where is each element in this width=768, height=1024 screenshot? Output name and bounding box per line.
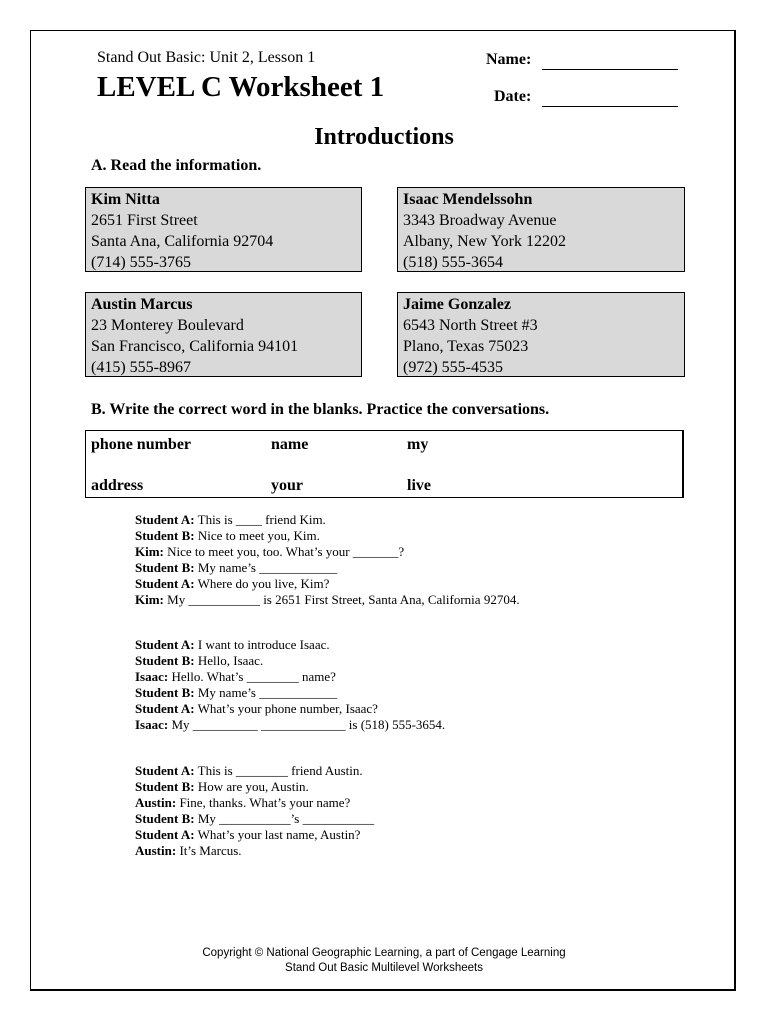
contact-name: Isaac Mendelssohn [403,191,533,208]
dialog-line: Student B: Nice to meet you, Kim. [135,528,320,544]
date-blank[interactable] [542,106,678,107]
contact-card [85,187,362,272]
word-bank-item: my [407,436,429,453]
word-bank [85,430,684,498]
lesson-label: Stand Out Basic: Unit 2, Lesson 1 [97,49,316,66]
name-label: Name: [486,51,532,68]
contact-name: Austin Marcus [91,296,193,313]
dialog-block [135,763,374,860]
dialog-line: Isaac: My __________ _____________ is (518) 555-3654. [135,717,446,733]
dialog-line: Austin: Fine, thanks. What’s your name? [135,795,351,811]
dialog-line: Isaac: Hello. What’s ________ name? [135,669,336,685]
contact-street: 23 Monterey Boulevard [91,317,244,334]
date-label: Date: [494,88,532,105]
dialog-line: Student A: What’s your phone number, Isaac? [135,701,378,717]
contact-street: 3343 Broadway Avenue [403,212,557,229]
contact-city: Santa Ana, California 92704 [91,233,274,250]
word-bank-item: name [271,436,309,453]
contact-phone: (972) 555-4535 [403,359,503,376]
contact-phone: (415) 555-8967 [91,359,191,376]
section-a-heading: A. Read the information. [91,157,262,174]
dialog-block [135,512,520,609]
dialog-line: Student B: My ___________’s ___________ [135,811,375,827]
contact-name: Kim Nitta [91,191,160,208]
worksheet-title: LEVEL C Worksheet 1 [97,71,385,103]
name-blank[interactable] [542,69,678,70]
copyright-footer [0,946,768,976]
contact-phone: (518) 555-3654 [403,254,503,271]
contact-street: 2651 First Street [91,212,198,229]
copyright-line: Copyright © National Geographic Learning, a part of Cengage Learning [202,947,566,959]
word-bank-item: address [91,477,144,494]
dialog-line: Student B: My name’s ____________ [135,685,338,701]
contact-name: Jaime Gonzalez [403,296,511,313]
word-bank-item: phone number [91,436,192,453]
page-title: Introductions [314,124,454,150]
dialog-line: Student B: My name’s ____________ [135,560,338,576]
dialog-line: Student A: This is ________ friend Austin. [135,763,363,778]
contact-city: Plano, Texas 75023 [403,338,529,355]
contact-card [397,187,685,272]
dialog-block [135,637,445,734]
dialog-line: Student A: This is ____ friend Kim. [135,512,326,527]
dialog-line: Kim: Nice to meet you, too. What’s your _______? [135,544,405,560]
contact-phone: (714) 555-3765 [91,254,191,271]
dialog-line: Student A: What’s your last name, Austin? [135,827,361,843]
dialog-line: Austin: It’s Marcus. [135,843,242,859]
contact-city: San Francisco, California 94101 [91,338,299,355]
contact-card [85,292,362,377]
dialog-line: Student B: Hello, Isaac. [135,653,264,669]
word-bank-item: your [271,477,303,494]
contact-city: Albany, New York 12202 [403,233,566,250]
dialog-line: Kim: My ___________ is 2651 First Street, Santa Ana, California 92704. [135,592,520,608]
series-line: Stand Out Basic Multilevel Worksheets [285,962,483,974]
contact-card [397,292,685,377]
word-bank-item: live [407,477,431,494]
dialog-line: Student A: I want to introduce Isaac. [135,637,330,652]
section-b-heading: B. Write the correct word in the blanks. Practice the conversations. [91,401,550,418]
contact-street: 6543 North Street #3 [403,317,538,334]
dialog-line: Student B: How are you, Austin. [135,779,309,795]
dialog-line: Student A: Where do you live, Kim? [135,576,330,592]
